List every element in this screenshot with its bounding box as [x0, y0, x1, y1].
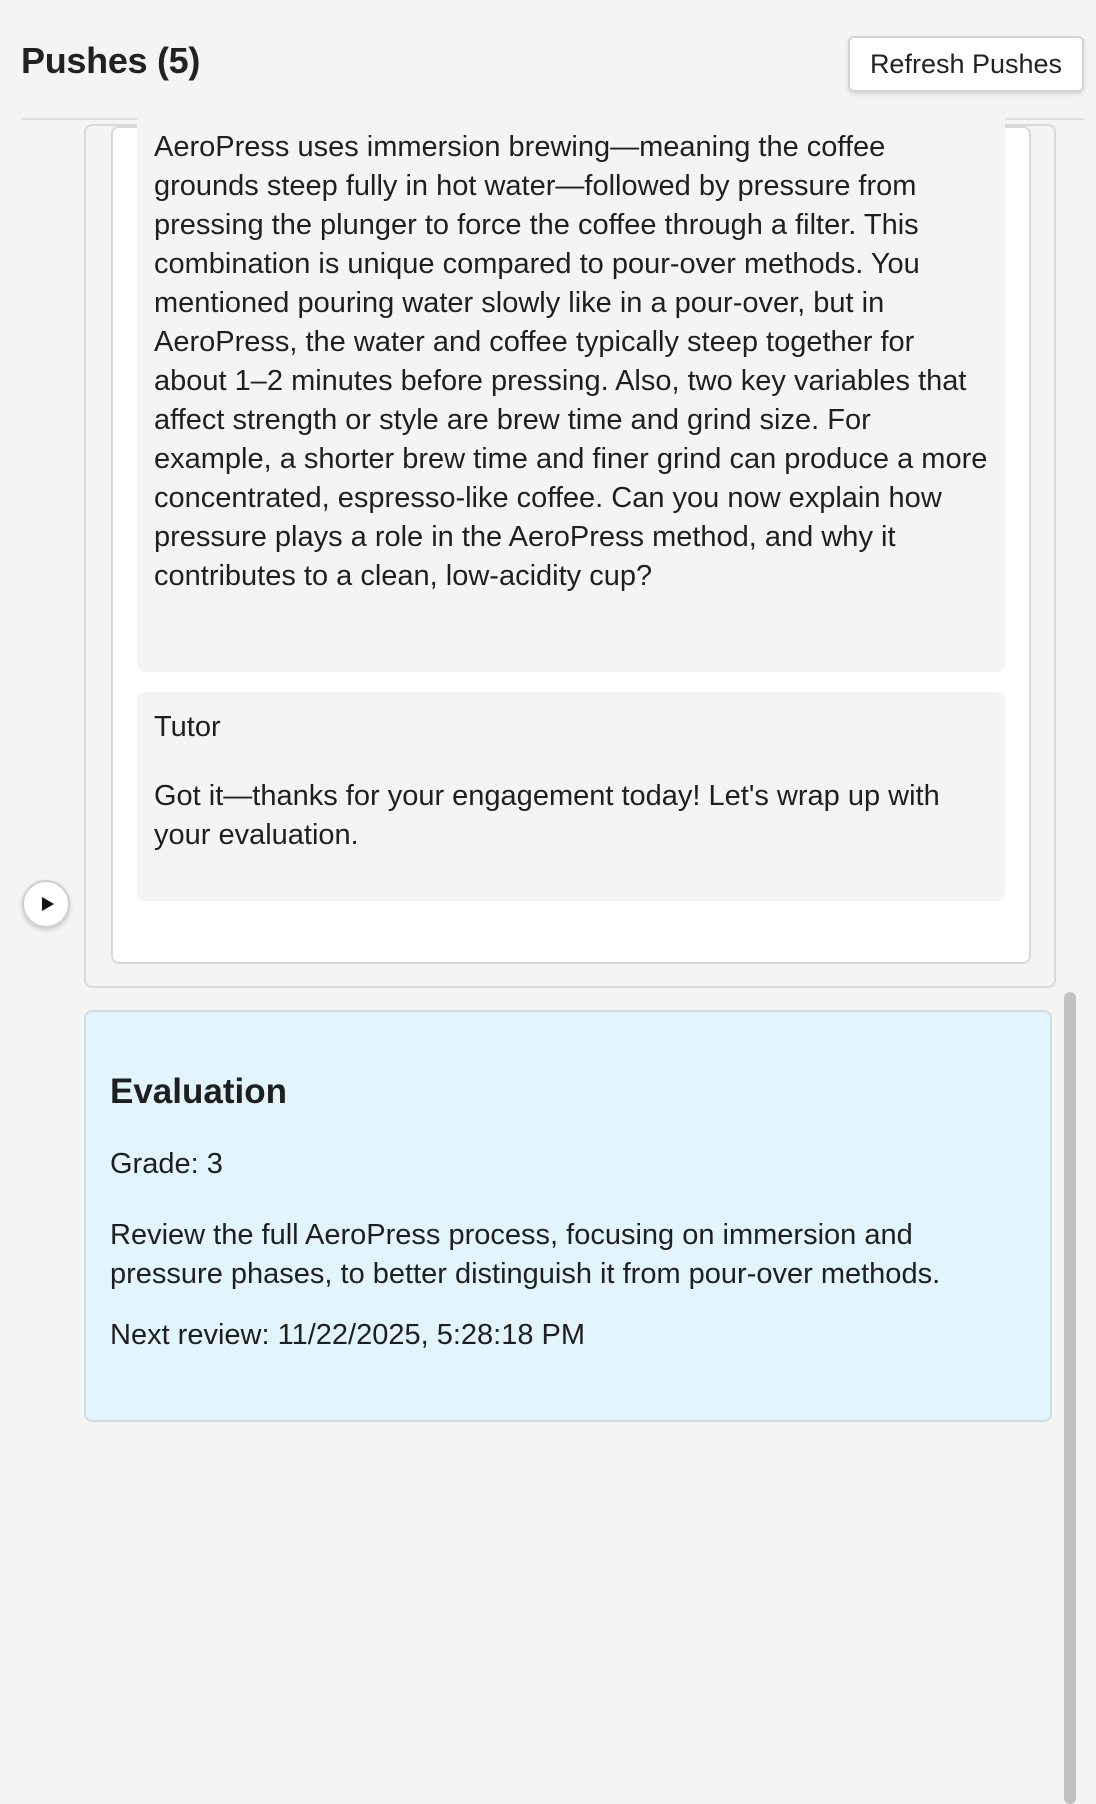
- message-role: Tutor: [154, 711, 221, 743]
- evaluation-card: [84, 1010, 1052, 1422]
- evaluation-feedback: Review the full AeroPress process, focusing on immersion and pressure phases, to better distinguish it from pour-over methods.: [110, 1219, 941, 1290]
- message-bubble: [137, 692, 1005, 901]
- page-title: Pushes (5): [21, 40, 201, 81]
- evaluation-title: Evaluation: [110, 1072, 287, 1111]
- pushes-scroll-area[interactable]: [0, 131, 1096, 1644]
- scrollbar-thumb[interactable]: [1064, 992, 1076, 1804]
- expand-toggle-button[interactable]: [22, 880, 70, 928]
- message-bubble: [137, 108, 1005, 672]
- refresh-pushes-button[interactable]: Refresh Pushes: [848, 36, 1084, 92]
- conversation-panel: [111, 126, 1031, 964]
- play-icon: [42, 897, 54, 911]
- push-card: [84, 124, 1056, 988]
- message-text: AeroPress uses immersion brewing—meaning the coffee grounds steep fully in hot water—followed by pressure from pressing the plunger to force the coffee through a filter. This combination is unique compared to pour-over methods. You mentioned pouring water slowly like in a pour-over, but in AeroPress, the water and coffee typically steep together for about 1–2 minutes before pressing. Also, two key variables that affect strength or style are brew time and grind size. For example, a shorter brew time and finer grind can produce a more concentrated, espresso-like coffee. Can you now explain how pressure plays a role in the AeroPress method, and why it contributes to a clean, low-acidity cup?: [154, 131, 988, 592]
- pushes-header: [21, 0, 1084, 120]
- evaluation-next-review: Next review: 11/22/2025, 5:28:18 PM: [110, 1319, 586, 1351]
- evaluation-grade: Grade: 3: [110, 1148, 223, 1180]
- message-text: Got it—thanks for your engagement today! Let's wrap up with your evaluation.: [154, 780, 940, 851]
